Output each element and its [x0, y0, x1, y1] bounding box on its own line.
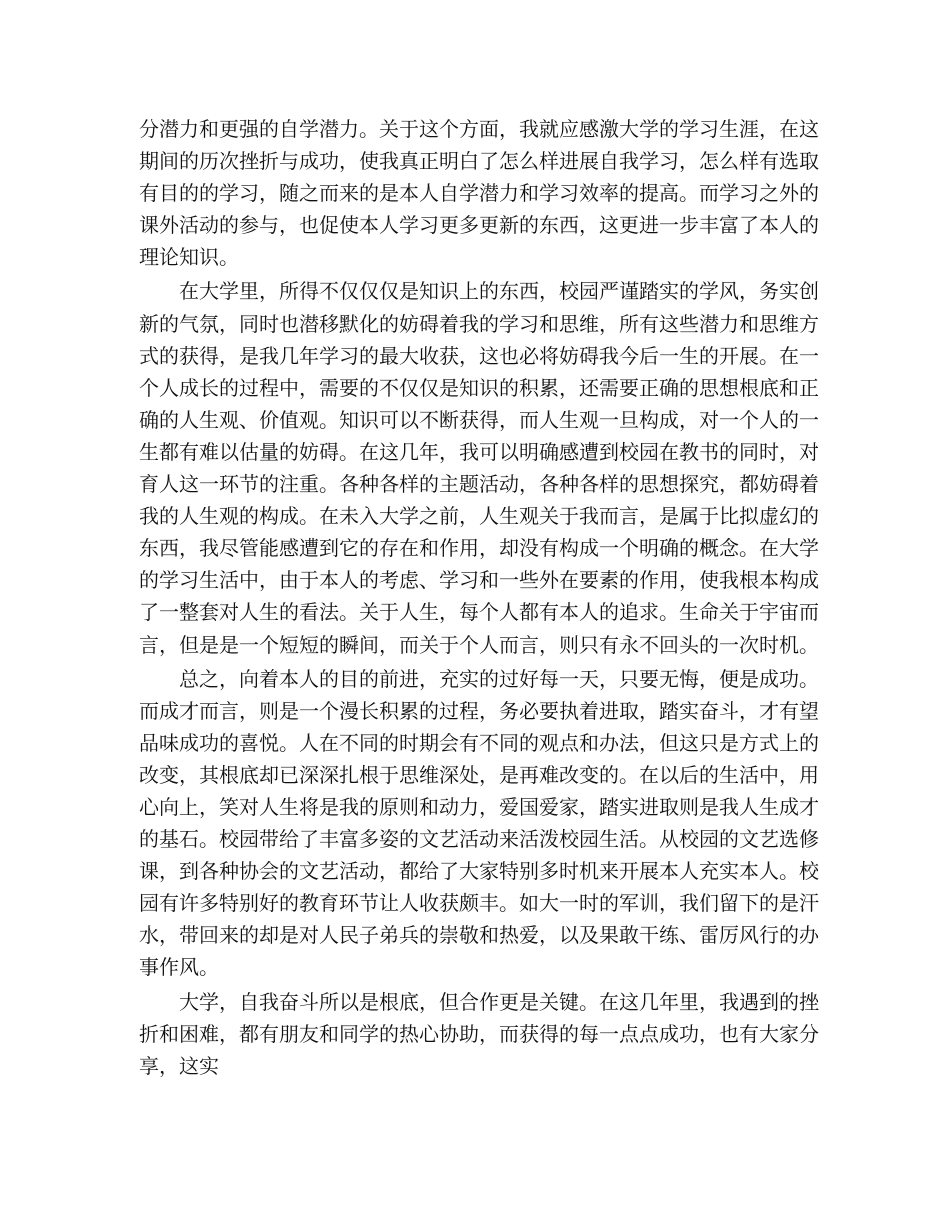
paragraph-university-gains: 在大学里，所得不仅仅仅是知识上的东西，校园严谨踏实的学风，务实创新的气氛，同时也潜移默化的妨碍着我的学习和思维，所有这些潜力和思维方式的获得，是我几年学习的最大收获，这也必将妨碍我今后一生的开展。在一个人成长的过程中，需要的不仅仅是知识的积累，还需要正确的思想根底和正确的人生观、价值观。知识可以不断获得，而人生观一旦构成，对一个人的一生都有难以估量的妨碍。在这几年，我可以明确感遭到校园在教书的同时，对育人这一环节的注重。各种各样的主题活动，各种各样的思想探究，都妨碍着我的人生观的构成。在未入大学之前，人生观关于我而言，是属于比拟虚幻的东西，我尽管能感遭到它的存在和作用，却没有构成一个明确的概念。在大学的学习生活中，由于本人的考虑、学习和一些外在要素的作用，使我根本构成了一整套对人生的看法。关于人生，每个人都有本人的追求。生命关于宇宙而言，但是是一个短短的瞬间，而关于个人而言，则只有永不回头的一次时机。	[139, 279, 819, 657]
document-page	[139, 113, 819, 1082]
paragraph-conclusion: 总之，向着本人的目的前进，充实的过好每一天，只要无悔，便是成功。而成才而言，则是一个漫长积累的过程，务必要执着进取，踏实奋斗，才有望品味成功的喜悦。人在不同的时期会有不同的观点和办法，但这只是方式上的改变，其根底却已深深扎根于思维深处，是再难改变的。在以后的生活中，用心向上，笑对人生将是我的原则和动力，爱国爱家，踏实进取则是我人生成才的基石。校园带给了丰富多姿的文艺活动来活泼校园生活。从校园的文艺选修课，到各种协会的文艺活动，都给了大家特别多时机来开展本人充实本人。校园有许多特别好的教育环节让人收获颇丰。如大一时的军训，我们留下的是汗水，带回来的却是对人民子弟兵的崇敬和热爱，以及果敢干练、雷厉风行的办事作风。	[139, 666, 819, 980]
paragraph-cooperation: 大学，自我奋斗所以是根底，但合作更是关键。在这几年里，我遇到的挫折和困难，都有朋友和同学的热心协助，而获得的每一点点成功，也有大家分享，这实	[139, 989, 819, 1078]
paragraph-continuation: 分潜力和更强的自学潜力。关于这个方面，我就应感激大学的学习生涯，在这期间的历次挫折与成功，使我真正明白了怎么样进展自我学习，怎么样有选取有目的的学习，随之而来的是本人自学潜力和学习效率的提高。而学习之外的课外活动的参与，也促使本人学习更多更新的东西，这更进一步丰富了本人的理论知识。	[139, 117, 819, 270]
